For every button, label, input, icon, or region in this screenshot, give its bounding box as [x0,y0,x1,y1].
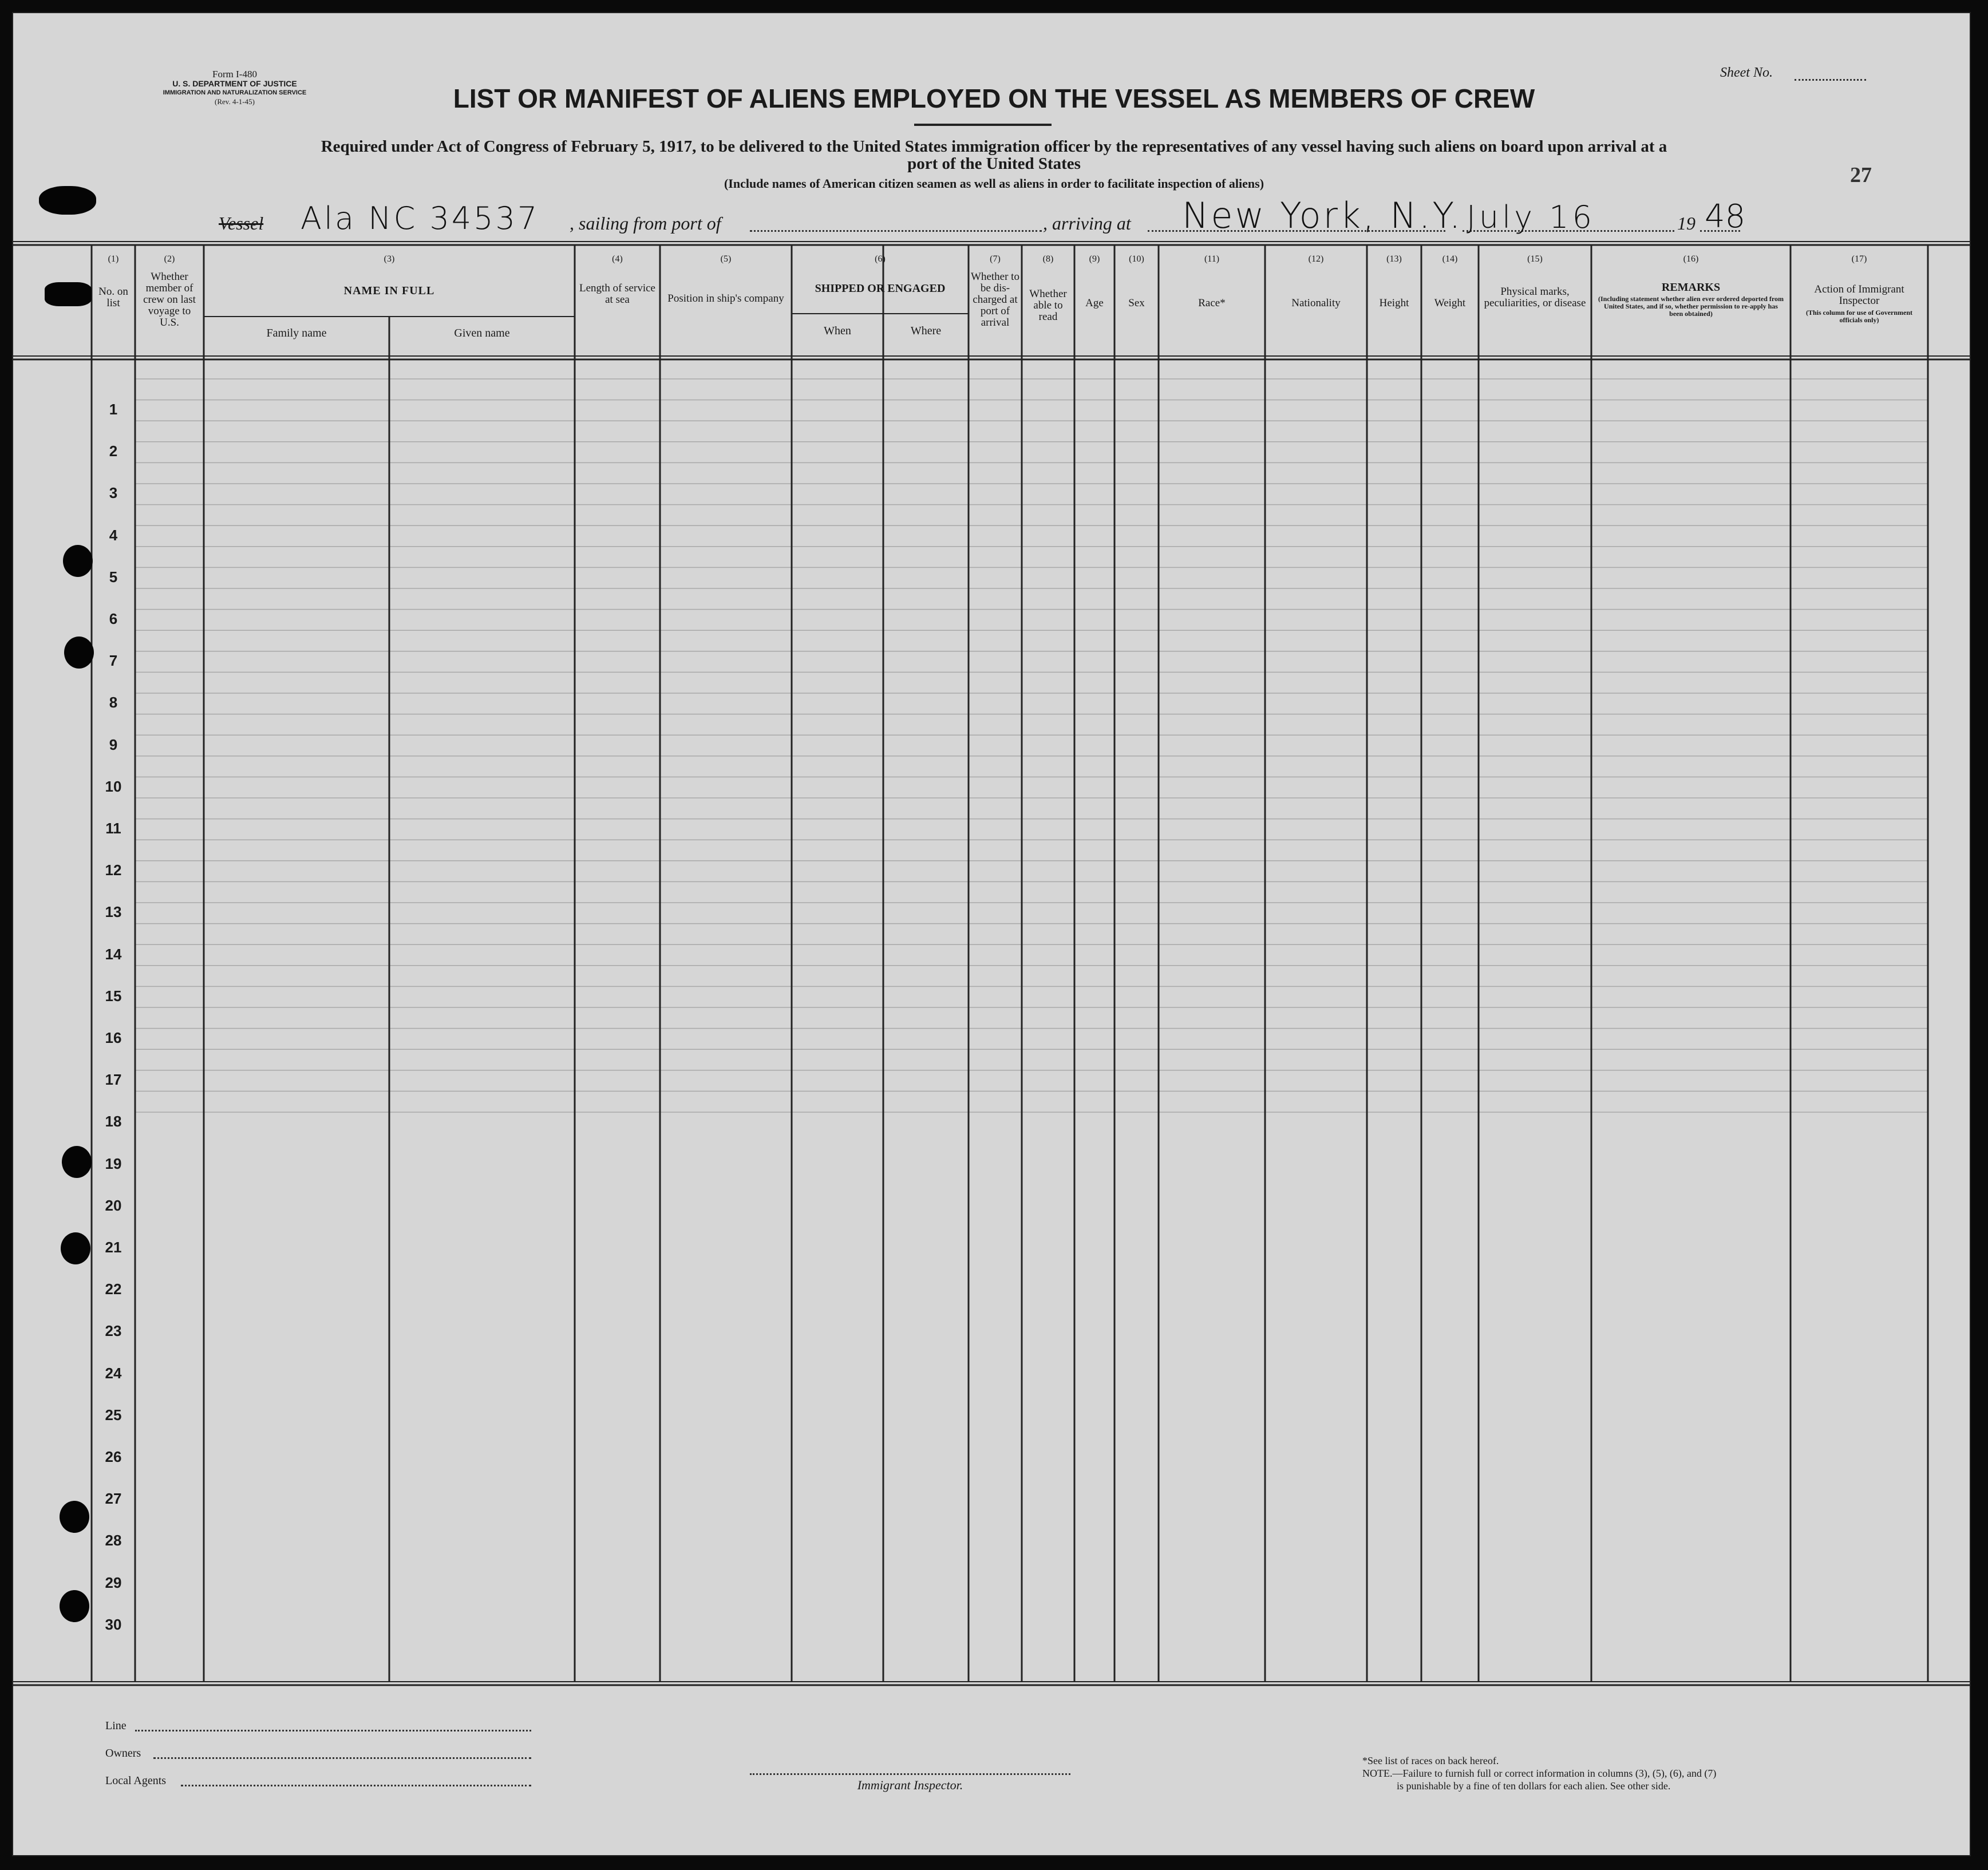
punch-hole [60,1501,89,1533]
column-4-number: (4) [612,254,623,264]
column-12-header: Nationality [1291,297,1341,309]
column-14-header: Weight [1434,297,1466,309]
column-11-header: Race* [1198,297,1226,309]
department-name: U. S. DEPARTMENT OF JUSTICE [172,79,297,88]
races-note: *See list of races on back hereof. [1362,1755,1499,1766]
penalty-note: NOTE.—Failure to furnish full or correct information in columns (3), (5), (6), and (7) [1362,1768,1717,1779]
row-number: 26 [105,1448,122,1465]
row-number: 16 [105,1029,122,1046]
row-number: 20 [105,1196,122,1214]
owners-label: Owners [105,1747,141,1760]
column-4-header: Length of service at sea [579,282,655,306]
column-2-header: Whether member of crew on last voyage to U.S. [143,271,196,329]
column-12-number: (12) [1308,254,1324,264]
sailing-port-field[interactable] [750,230,1042,232]
column-7-number: (7) [990,254,1001,264]
row-number: 18 [105,1113,122,1130]
row-number: 22 [105,1280,122,1298]
sheet-number-label: Sheet No. [1720,65,1773,80]
row-number: 12 [105,861,122,879]
arriving-port-handwritten[interactable]: New York, N.Y. [1182,195,1463,236]
row-number: 1 [109,401,118,418]
column-6-number: (6) [875,254,886,264]
column-11-number: (11) [1204,254,1220,264]
column-14-number: (14) [1442,254,1458,264]
line-field[interactable] [135,1730,531,1731]
column-7-header: Whether to be dis-charged at port of arrival [971,271,1019,329]
row-number: 21 [105,1239,122,1256]
name-in-full-header: NAME IN FULL [343,284,435,297]
row-number: 17 [105,1071,122,1089]
row-number: 6 [109,610,118,627]
column-15-number: (15) [1527,254,1543,264]
title-underline [914,124,1052,126]
shipped-or-engaged-header: SHIPPED OR ENGAGED [815,282,946,295]
row-number: 13 [105,903,122,921]
row-number: 28 [105,1532,122,1549]
vessel-name-handwritten[interactable]: Ala NC 34537 [301,200,540,236]
service-name: IMMIGRATION AND NATURALIZATION SERVICE [163,89,307,96]
sailing-port-label: , sailing from port of [570,213,721,234]
year-field[interactable] [1700,230,1740,232]
arrival-date-handwritten[interactable]: July 16 [1467,199,1595,235]
page-title: LIST OR MANIFEST OF ALIENS EMPLOYED ON THE VESSEL AS MEMBERS OF CREW [453,84,1535,113]
arriving-label: , arriving at [1043,213,1131,234]
sheet-number-field[interactable] [1795,79,1866,81]
remarks-note: (Including statement whether alien ever ordered deported from United States, and if so, whether permission to re-apply has been obtained) [1598,295,1784,318]
column-1-header: No. on list [98,286,128,309]
column-17-number: (17) [1851,254,1867,264]
row-number: 30 [105,1615,122,1633]
row-number: 25 [105,1406,122,1424]
column-8-number: (8) [1042,254,1054,264]
row-number: 2 [109,442,118,460]
column-10-number: (10) [1129,254,1144,264]
row-number: 29 [105,1574,122,1591]
shipped-where-header: Where [910,325,942,337]
row-number: 27 [105,1490,122,1508]
penalty-note-cont: is punishable by a fine of ten dollars for each alien. See other side. [1397,1780,1671,1792]
row-number: 15 [105,987,122,1005]
column-13-header: Height [1379,297,1409,309]
punch-hole [45,282,92,306]
owners-field[interactable] [153,1757,531,1759]
punch-hole [63,545,93,577]
line-label: Line [105,1719,127,1732]
column-5-header: Position in ship's company [667,292,784,305]
row-number: 5 [109,568,118,586]
column-9-number: (9) [1089,254,1100,264]
punch-hole [64,636,94,669]
inspector-label: Immigrant Inspector. [857,1778,963,1792]
inspector-action-note: (This column for use of Government officials only) [1805,309,1913,324]
row-number: 7 [109,652,118,670]
row-number: 4 [109,526,118,544]
column-5-number: (5) [720,254,732,264]
column-15-header: Physical marks, peculiarities, or disease [1484,286,1586,309]
local-agents-label: Local Agents [105,1774,167,1787]
punch-hole [62,1146,92,1178]
family-name-header: Family name [266,327,327,339]
inspector-action-header: Action of Immigrant Inspector [1814,283,1904,307]
row-number: 14 [105,945,122,963]
year-prefix: 19 [1677,213,1695,234]
row-number: 8 [109,694,118,711]
column-1-number: (1) [108,254,119,264]
column-10-header: Sex [1128,297,1145,309]
column-16-number: (16) [1683,254,1699,264]
column-13-number: (13) [1386,254,1402,264]
row-number: 9 [109,736,118,753]
inspector-signature-field[interactable] [750,1773,1070,1775]
punch-hole [61,1232,90,1264]
remarks-header: REMARKS [1661,281,1721,294]
vessel-label: Vessel [219,213,264,234]
punch-hole [60,1590,89,1622]
row-number: 24 [105,1364,122,1382]
row-number: 19 [105,1155,122,1172]
shipped-when-header: When [824,325,851,337]
row-number: 11 [105,820,121,837]
required-statement-cont: port of the United States [907,155,1081,173]
page-number: 27 [1850,163,1872,187]
given-name-header: Given name [454,327,510,339]
year-handwritten[interactable]: 48 [1705,198,1746,235]
form-number: Form I-480 [212,69,257,80]
include-note: (Include names of American citizen seamen as well as aliens in order to facilitate inspection of aliens) [724,176,1264,191]
column-2-number: (2) [164,254,175,264]
column-3-number: (3) [384,254,395,264]
row-number: 3 [109,484,118,502]
row-number: 10 [105,777,122,795]
required-statement: Required under Act of Congress of February 5, 1917, to be delivered to the United States immigration officer by the representatives of any vessel having such aliens on board upon arrival at a [321,137,1667,156]
column-9-header: Age [1085,297,1104,309]
column-8-header: Whether able to read [1029,288,1067,323]
local-agents-field[interactable] [181,1785,531,1786]
form-revision: (Rev. 4-1-45) [215,97,255,106]
row-number: 23 [105,1322,122,1340]
